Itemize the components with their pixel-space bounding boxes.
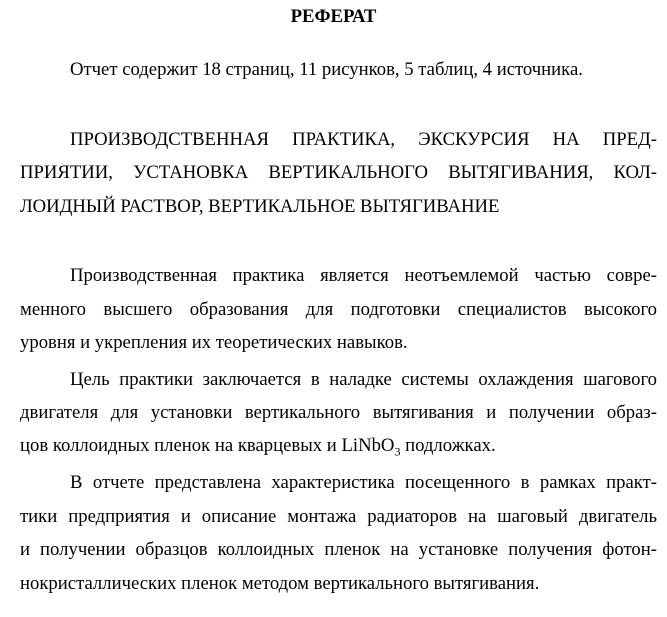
paragraph3-line-2: тики предприятия и описание монтажа радиаторов на шаговый двигатель [20, 506, 657, 527]
paragraph2-line-3-tail: подложках. [400, 435, 496, 456]
paragraph3-line-4: нокристаллических пленок методом вертикального вытягивания. [20, 573, 540, 594]
paragraph2-line-2: двигателя для установки вертикального вытягивания и получении образ- [20, 402, 657, 423]
paragraph1-line-3: уровня и укрепления их теоретических навыков. [20, 332, 408, 353]
paragraph1-line-2: менного высшего образования для подготовки специалистов высокого [20, 299, 657, 320]
paragraph2-line-3-text: цов коллоидных пленок на кварцевых и LiNbO [20, 435, 395, 456]
summary-line: Отчет содержит 18 страниц, 11 рисунков, 5 таблиц, 4 источника. [70, 59, 583, 80]
paragraph1-line-1: Производственная практика является неотъемлемой частью совре- [70, 265, 657, 286]
subscript-3: 3 [394, 444, 401, 459]
paragraph2-line-3 [20, 434, 657, 458]
paragraph3-line-3: и получении образцов коллоидных пленок на установке получения фотон- [20, 539, 657, 560]
paragraph3-line-1: В отчете представлена характеристика посещенного в рамках практ- [70, 472, 657, 493]
keywords-line-2: ПРИЯТИИ, УСТАНОВКА ВЕРТИКАЛЬНОГО ВЫТЯГИВАНИЯ, КОЛ- [20, 162, 657, 183]
document-title: РЕФЕРАТ [290, 6, 377, 27]
keywords-line-1: ПРОИЗВОДСТВЕННАЯ ПРАКТИКА, ЭКСКУРСИЯ НА ПРЕД- [70, 129, 657, 150]
keywords-line-3: ЛОИДНЫЙ РАСТВОР, ВЕРТИКАЛЬНОЕ ВЫТЯГИВАНИЕ [20, 196, 500, 217]
paragraph2-line-1: Цель практики заключается в наладке системы охлаждения шагового [70, 369, 657, 390]
